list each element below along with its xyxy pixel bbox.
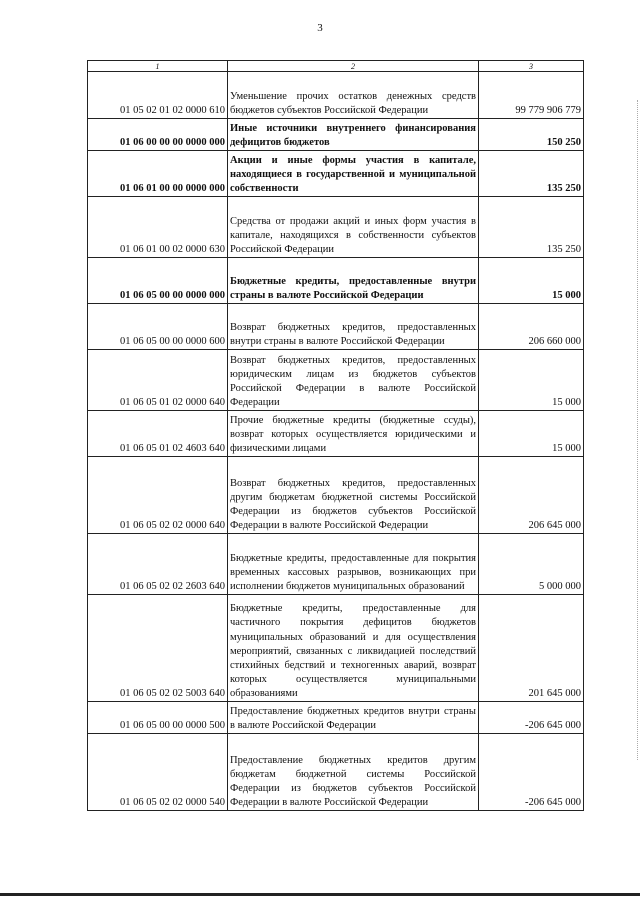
table-row [88,258,584,304]
row-code: 01 06 05 00 00 0000 000 [88,258,228,304]
table-header-row [88,61,584,72]
row-code: 01 06 05 00 00 0000 500 [88,702,228,734]
row-description: Бюджетные кредиты, предоставленные для частичного покрытия дефицитов бюджетов муниципальных образований и для осуществления мероприятий, связанных с ликвидацией последствий стихийных бедствий и техногенных аварий, возврат которых осуществляется муниципальными образованиями [228,595,479,702]
row-description: Средства от продажи акций и иных форм участия в капитале, находящихся в собственности субъектов Российской Федерации [228,197,479,258]
row-description: Возврат бюджетных кредитов, предоставленных внутри страны в валюте Российской Федерации [228,304,479,350]
row-amount: 15 000 [479,350,584,411]
row-description: Бюджетные кредиты, предоставленные для покрытия временных кассовых разрывов, возникающих при исполнении бюджетов муниципальных образований [228,534,479,595]
row-description: Бюджетные кредиты, предоставленные внутри страны в валюте Российской Федерации [228,258,479,304]
row-amount: 150 250 [479,119,584,151]
page-bottom-rule [0,893,640,896]
row-description: Возврат бюджетных кредитов, предоставленных другим бюджетам бюджетной системы Российской Федерации из бюджетов субъектов Российской Федерации в валюте Российской Федерации [228,457,479,534]
column-header-code: 1 [88,61,228,72]
table-row [88,702,584,734]
row-amount: -206 645 000 [479,734,584,811]
row-code: 01 06 00 00 00 0000 000 [88,119,228,151]
row-description: Возврат бюджетных кредитов, предоставленных юридическим лицам из бюджетов субъектов Российской Федерации в валюте Российской Федерации [228,350,479,411]
row-description: Уменьшение прочих остатков денежных средств бюджетов субъектов Российской Федерации [228,72,479,119]
row-description: Иные источники внутреннего финансирования дефицитов бюджетов [228,119,479,151]
table-row [88,457,584,534]
row-description: Акции и иные формы участия в капитале, находящиеся в государственной и муниципальной собственности [228,151,479,197]
row-amount: -206 645 000 [479,702,584,734]
row-amount: 15 000 [479,258,584,304]
row-code: 01 06 05 02 02 5003 640 [88,595,228,702]
row-amount: 135 250 [479,197,584,258]
row-description: Предоставление бюджетных кредитов другим бюджетам бюджетной системы Российской Федерации из бюджетов субъектов Российской Федерации в валюте Российской Федерации [228,734,479,811]
row-code: 01 06 05 01 02 4603 640 [88,411,228,457]
row-amount: 206 645 000 [479,457,584,534]
row-amount: 15 000 [479,411,584,457]
budget-sources-table [87,60,584,811]
table-row [88,734,584,811]
row-amount: 5 000 000 [479,534,584,595]
row-amount: 206 660 000 [479,304,584,350]
row-code: 01 06 05 02 02 0000 540 [88,734,228,811]
row-code: 01 05 02 01 02 0000 610 [88,72,228,119]
column-header-description: 2 [228,61,479,72]
table-body [88,61,584,811]
table-row [88,595,584,702]
table-row [88,151,584,197]
table-row [88,197,584,258]
table-row [88,411,584,457]
table-row [88,304,584,350]
page-number: 3 [317,22,323,34]
column-header-amount: 3 [479,61,584,72]
row-code: 01 06 05 02 02 0000 640 [88,457,228,534]
table-row [88,119,584,151]
row-amount: 201 645 000 [479,595,584,702]
row-code: 01 06 05 01 02 0000 640 [88,350,228,411]
row-code: 01 06 05 00 00 0000 600 [88,304,228,350]
table-row [88,350,584,411]
row-description: Прочие бюджетные кредиты (бюджетные ссуды), возврат которых осуществляется юридическими и физическими лицами [228,411,479,457]
row-amount: 99 779 906 779 [479,72,584,119]
row-code: 01 06 01 00 02 0000 630 [88,197,228,258]
row-description: Предоставление бюджетных кредитов внутри страны в валюте Российской Федерации [228,702,479,734]
table-row [88,72,584,119]
row-code: 01 06 01 00 00 0000 000 [88,151,228,197]
row-code: 01 06 05 02 02 2603 640 [88,534,228,595]
row-amount: 135 250 [479,151,584,197]
scan-margin-artifact [636,100,638,760]
table-row [88,534,584,595]
